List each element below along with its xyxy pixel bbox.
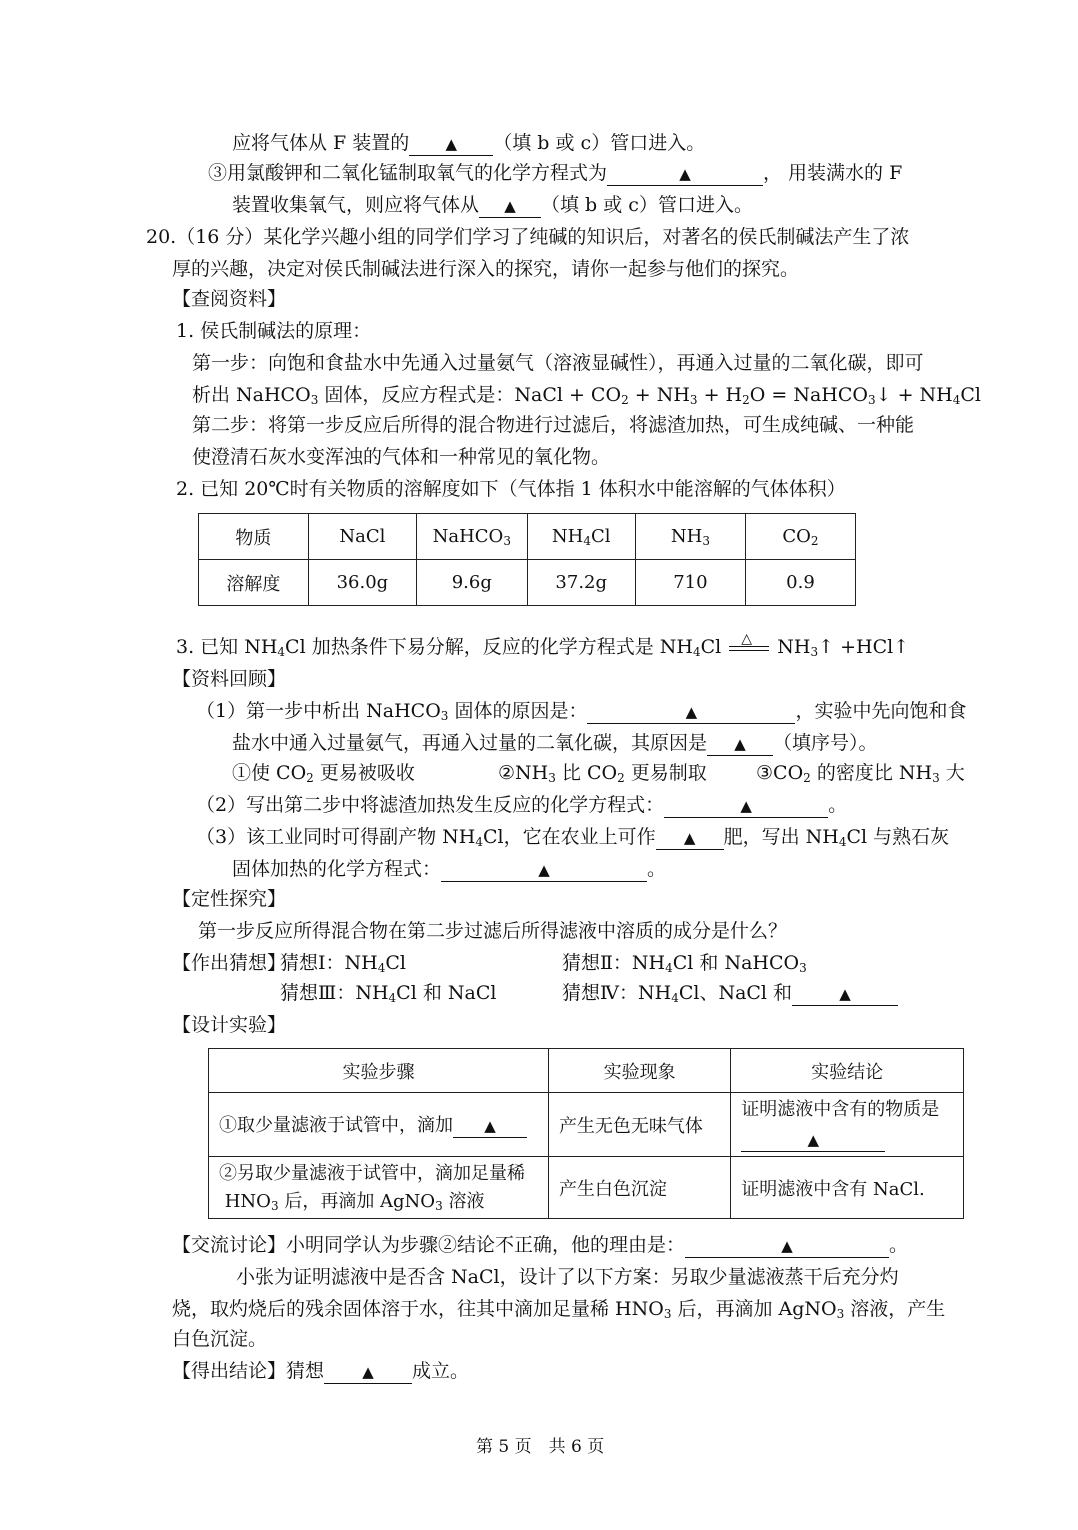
table-cell: 溶解度 [199, 560, 309, 606]
table-cell: 产生无色无味气体 [548, 1093, 730, 1157]
answer-blank[interactable]: ▲ [707, 732, 773, 756]
table-cell: $NH_4Cl$ [527, 514, 635, 560]
table-cell: ①取少量滤液于试管中，滴加 ▲ [209, 1093, 549, 1157]
table-cell: NaHCO$_3$ [417, 514, 528, 560]
answer-blank[interactable]: ▲ [792, 982, 898, 1006]
section-heading: 【设计实验】 [172, 1014, 287, 1036]
text-line: 第二步：将第一步反应后所得的混合物进行过滤后，将滤渣加热，可生成纯碱、一种能 [192, 414, 915, 436]
text-line: 应将气体从 F 装置的 ▲ （填 b 或 c）管口进入。 [232, 132, 706, 154]
answer-blank[interactable]: ▲ [685, 1234, 889, 1258]
text-line: 装置收集氧气，则应将气体从 ▲ （填 b 或 c）管口进入。 [232, 194, 753, 216]
question-20-line: 20.（16 分）某化学兴趣小组的同学们学习了纯碱的知识后，对著名的侯氏制碱法产生了浓 [146, 226, 910, 248]
text-line: 第一步：向饱和食盐水中先通入过量氨气（溶液显碱性），再通入过量的二氧化碳，即可 [192, 352, 924, 374]
text-line: 【得出结论】猜想 ▲ 成立。 [172, 1360, 470, 1382]
table-header: 实验步骤 [209, 1049, 549, 1093]
answer-blank[interactable]: ▲ [409, 132, 493, 156]
section-heading: 【资料回顾】 [172, 668, 287, 690]
answer-blank[interactable]: ▲ [453, 1115, 527, 1138]
hypothesis-3: 猜想Ⅲ：$NH_4Cl$ 和 NaCl [280, 982, 497, 1005]
answer-blank[interactable]: ▲ [656, 826, 724, 850]
table-cell: 710 [635, 560, 745, 606]
text-line: 小张为证明滤液中是否含 NaCl，设计了以下方案：另取少量滤液蒸干后充分灼 [236, 1266, 899, 1288]
text-line: 使澄清石灰水变浑浊的气体和一种常见的氧化物。 [192, 446, 611, 468]
table-cell: NaCl [308, 514, 416, 560]
table-header: 实验现象 [548, 1049, 730, 1093]
solubility-table [198, 513, 856, 606]
text-line: （2）写出第二步中将滤渣加热发生反应的化学方程式： ▲ 。 [196, 794, 848, 816]
table-cell: 36.0g [308, 560, 416, 606]
text-line: 白色沉淀。 [172, 1328, 268, 1350]
answer-blank[interactable]: ▲ [664, 794, 828, 818]
equation-line: 析出 NaHCO$_3$ 固体，反应方程式是：NaCl + $CO_2 + NH_3 + H_2O$ = NaHCO$_3$↓ + $NH_4Cl$ [192, 384, 982, 407]
answer-blank[interactable]: ▲ [441, 858, 647, 882]
option-2: $②NH_3$ 比 $CO_2$ 更易制取 [498, 762, 707, 785]
option-3: $③CO_2$ 的密度比 $NH_3$ 大 [756, 762, 965, 785]
table-cell: ②另取少量滤液于试管中，滴加足量稀 $HNO_3$ 后，再滴加 AgNO$_3$ 溶液 [209, 1157, 549, 1219]
table-cell: 产生白色沉淀 [548, 1157, 730, 1219]
text-line: 1. 侯氏制碱法的原理： [176, 320, 372, 342]
page-footer: 第 5 页 共 6 页 [476, 1437, 605, 1457]
section-heading: 【查阅资料】 [172, 288, 287, 310]
answer-blank[interactable]: ▲ [587, 700, 795, 724]
text-line: 固体加热的化学方程式： ▲ 。 [232, 858, 667, 880]
table-cell: $NH_3$ [635, 514, 745, 560]
answer-blank[interactable]: ▲ [324, 1360, 412, 1384]
hypothesis-2: 猜想Ⅱ：$NH_4Cl$ 和 NaHCO$_3$ [562, 952, 807, 975]
answer-blank[interactable]: ▲ [741, 1129, 885, 1152]
hypothesis-4: 猜想Ⅳ：$NH_4Cl$、NaCl 和 ▲ [562, 978, 898, 1008]
text-line: 烧，取灼烧后的残余固体溶于水，往其中滴加足量稀 $HNO_3$ 后，再滴加 AgNO$_3$ 溶液，产生 [172, 1298, 946, 1321]
section-heading: 【作出猜想】 [172, 952, 287, 974]
answer-blank[interactable]: ▲ [607, 162, 763, 186]
table-cell: 证明滤液中含有的物质是 ▲ [731, 1093, 964, 1157]
heating-arrow: △ [727, 638, 771, 658]
text-line: 【交流讨论】小明同学认为步骤②结论不正确，他的理由是： ▲ 。 [172, 1234, 909, 1256]
text-line: 第一步反应所得混合物在第二步过滤后所得滤液中溶质的成分是什么？ [198, 920, 788, 942]
option-1: ①使 $CO_2$ 更易被吸收 [232, 762, 415, 785]
table-cell: 证明滤液中含有 NaCl. [731, 1157, 964, 1219]
table-header: 实验结论 [731, 1049, 964, 1093]
text-line: （1）第一步中析出 NaHCO$_3$ 固体的原因是： ▲ ，实验中先向饱和食 [196, 700, 967, 723]
text-line: 2. 已知 20℃时有关物质的溶解度如下（气体指 1 体积水中能溶解的气体体积） [176, 478, 846, 500]
table-cell: $CO_2$ [745, 514, 855, 560]
hypothesis-1: 猜想Ⅰ：$NH_4Cl$ [280, 952, 406, 975]
text-line: ③用氯酸钾和二氧化锰制取氧气的化学方程式为 ▲ ， 用装满水的 F [208, 162, 903, 184]
section-heading: 【定性探究】 [172, 888, 287, 910]
text-line: 盐水中通入过量氨气，再通入过量的二氧化碳，其原因是 ▲ （填序号）。 [232, 732, 878, 754]
answer-blank[interactable]: ▲ [479, 194, 541, 218]
table-cell: 9.6g [417, 560, 528, 606]
experiment-table [208, 1048, 964, 1219]
table-cell: 物质 [199, 514, 309, 560]
table-cell: 0.9 [745, 560, 855, 606]
table-cell: 37.2g [527, 560, 635, 606]
text-line: 厚的兴趣，决定对侯氏制碱法进行深入的探究，请你一起参与他们的探究。 [172, 258, 800, 280]
equation-line: 3. 已知 $NH_4Cl$ 加热条件下易分解，反应的化学方程式是 $NH_4Cl$ △ $NH_3↑$ +HCl↑ [176, 631, 910, 659]
text-line: （3）该工业同时可得副产物 $NH_4Cl$，它在农业上可作 ▲ 肥，写出 $NH_4Cl$ 与熟石灰 [196, 826, 950, 849]
